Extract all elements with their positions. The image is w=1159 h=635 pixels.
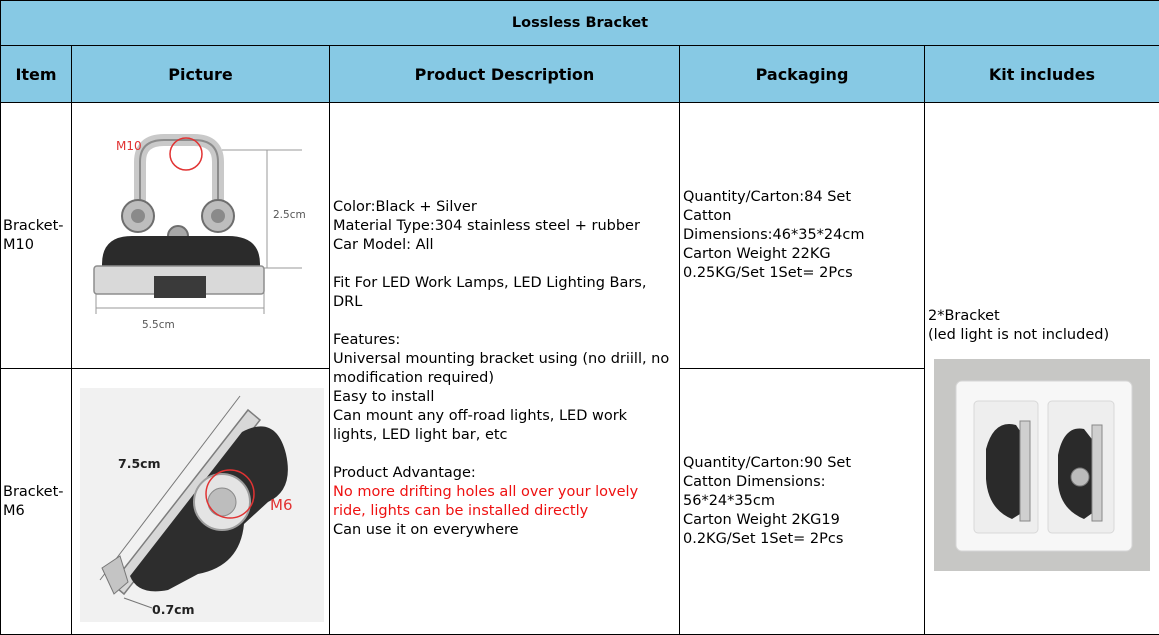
kit-line-1: 2*Bracket: [928, 307, 1000, 324]
m10-label: M10: [116, 138, 142, 153]
pack-dim-1: Catton: [683, 208, 732, 224]
length-label: 7.5cm: [118, 455, 161, 471]
item-cell-m10: [1, 103, 72, 369]
pack-weight: Carton Weight 2KG19: [683, 512, 840, 528]
desc-car-model: Car Model: All: [333, 236, 434, 253]
pack-unit: 0.2KG/Set 1Set= 2Pcs: [683, 531, 844, 547]
pack-dim-2: Dimensions:46*35*24cm: [683, 227, 865, 243]
desc-color: Color:Black + Silver: [333, 198, 477, 215]
thickness-label: 0.7cm: [152, 601, 195, 617]
pack-dim-2: 56*24*35cm: [683, 493, 775, 509]
pack-qty: Quantity/Carton:90 Set: [683, 455, 852, 471]
m6-label: M6: [270, 495, 293, 514]
picture-cell-m6: [72, 369, 330, 635]
kit-photo: [934, 359, 1150, 571]
packaging-cell-m6: [680, 369, 925, 635]
item-name: Bracket- M6: [3, 483, 64, 519]
item-name: Bracket- M10: [3, 217, 64, 253]
picture-cell-m10: [72, 103, 330, 369]
packaging-cell-m10: [680, 103, 925, 369]
desc-advantage-highlight: No more drifting holes all over your lovely ride, lights can be installed directly: [333, 483, 639, 519]
header-kit: Kit includes: [925, 46, 1159, 103]
pack-weight: Carton Weight 22KG: [683, 246, 831, 262]
bracket-m10-photo: [72, 104, 328, 368]
height-label: 2.5cm: [273, 208, 306, 221]
desc-features-heading: Features:: [333, 331, 401, 348]
desc-advantage-heading: Product Advantage:: [333, 464, 476, 481]
header-packaging: Packaging: [680, 46, 925, 103]
width-label: 5.5cm: [142, 318, 175, 331]
desc-feature-1: Universal mounting bracket using (no driill, no modification required): [333, 350, 670, 386]
kit-line-2: (led light is not included): [928, 326, 1110, 343]
bracket-m6-photo: [72, 370, 328, 634]
desc-advantage-last: Can use it on everywhere: [333, 521, 519, 538]
desc-material: Material Type:304 stainless steel + rubber: [333, 217, 640, 234]
desc-feature-2: Easy to install: [333, 388, 435, 405]
desc-feature-3: Can mount any off-road lights, LED work lights, LED light bar, etc: [333, 407, 628, 443]
desc-fit-for: Fit For LED Work Lamps, LED Lighting Bars, DRL: [333, 274, 647, 310]
header-description: Product Description: [330, 46, 680, 103]
kit-cell: [925, 103, 1159, 635]
pack-unit: 0.25KG/Set 1Set= 2Pcs: [683, 265, 853, 281]
header-item: Item: [1, 46, 72, 103]
table-title: Lossless Bracket: [1, 1, 1159, 46]
header-picture: Picture: [72, 46, 330, 103]
pack-dim-1: Catton Dimensions:: [683, 474, 826, 490]
item-cell-m6: [1, 369, 72, 635]
description-cell: [330, 103, 680, 635]
pack-qty: Quantity/Carton:84 Set: [683, 189, 852, 205]
